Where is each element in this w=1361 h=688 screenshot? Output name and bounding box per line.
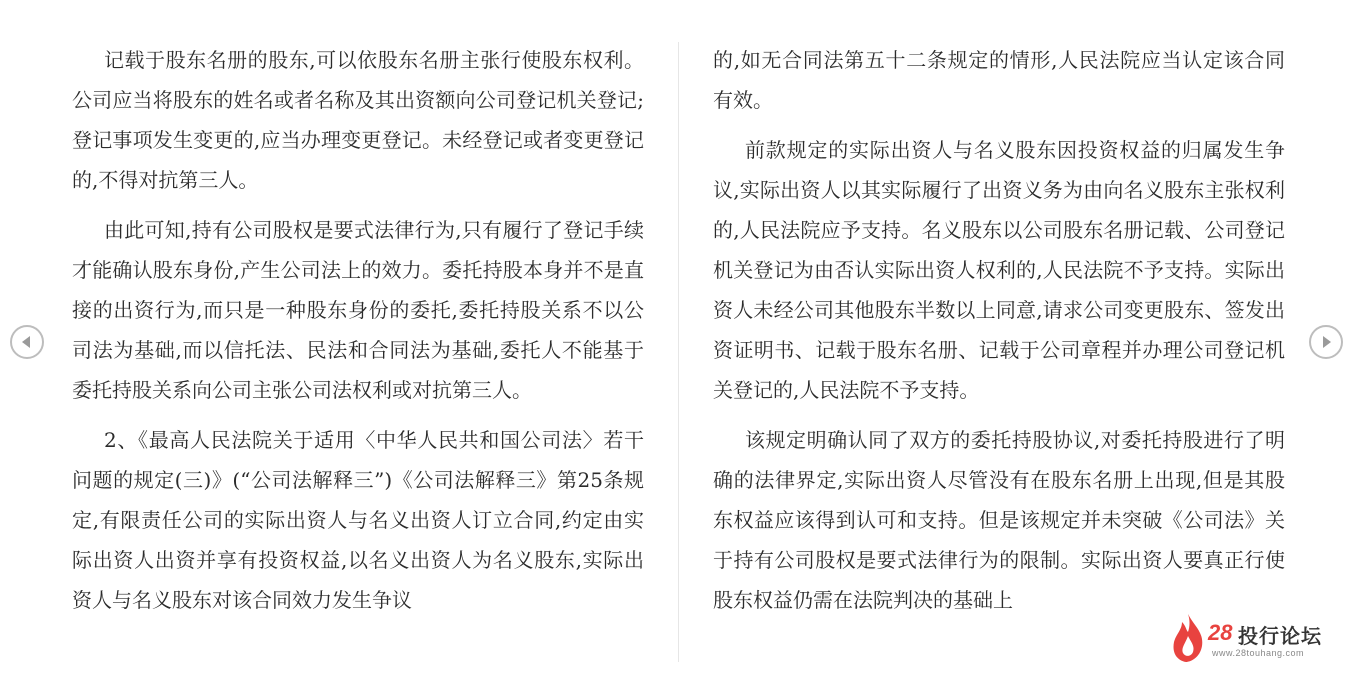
triangle-left-icon <box>12 327 42 357</box>
right-page <box>713 40 1285 630</box>
paragraph: 由此可知,持有公司股权是要式法律行为,只有履行了登记手续才能确认股东身份,产生公司法上的效力。委托持股本身并不是直接的出资行为,而只是一种股东身份的委托,委托持股关系不以公司法为基础,而以信托法、民法和合同法为基础,委托人不能基于委托持股关系向公司主张公司法权利或对抗第三人。 <box>72 218 644 402</box>
paragraph: 的,如无合同法第五十二条规定的情形,人民法院应当认定该合同有效。 <box>713 48 1285 112</box>
next-page-button[interactable] <box>1309 325 1343 359</box>
watermark-url: www.28touhang.com <box>1212 648 1305 658</box>
paragraph: 前款规定的实际出资人与名义股东因投资权益的归属发生争议,实际出资人以其实际履行了出资义务为由向名义股东主张权利的,人民法院应予支持。名义股东以公司股东名册记载、公司登记机关登记为由否认实际出资人权利的,人民法院不予支持。实际出资人未经公司其他股东半数以上同意,请求公司变更股东、签发出资证明书、记载于股东名册、记载于公司章程并办理公司登记机关登记的,人民法院不予支持。 <box>713 138 1285 402</box>
site-watermark <box>1168 612 1348 668</box>
prev-page-button[interactable] <box>10 325 44 359</box>
paragraph: 记载于股东名册的股东,可以依股东名册主张行使股东权利。公司应当将股东的姓名或者名称及其出资额向公司登记机关登记;登记事项发生变更的,应当办理变更登记。未经登记或者变更登记的,不得对抗第三人。 <box>72 48 644 192</box>
page-divider <box>678 42 679 662</box>
paragraph: 2、《最高人民法院关于适用〈中华人民共和国公司法〉若干问题的规定(三)》(“公司法解释三”)《公司法解释三》第25条规定,有限责任公司的实际出资人与名义出资人订立合同,约定由实际出资人出资并享有投资权益,以名义出资人为名义股东,实际出资人与名义股东对该合同效力发生争议 <box>72 428 644 612</box>
paragraph: 该规定明确认同了双方的委托持股协议,对委托持股进行了明确的法律界定,实际出资人尽管没有在股东名册上出现,但是其股东权益应该得到认可和支持。但是该规定并未突破《公司法》关于持有公司股权是要式法律行为的限制。实际出资人要真正行使股东权益仍需在法院判决的基础上 <box>713 428 1285 612</box>
watermark-site-name: 投行论坛 <box>1238 624 1322 648</box>
watermark-number: 28 <box>1208 620 1233 645</box>
flame-icon <box>1168 612 1208 664</box>
triangle-right-icon <box>1311 327 1341 357</box>
left-page <box>72 40 644 630</box>
